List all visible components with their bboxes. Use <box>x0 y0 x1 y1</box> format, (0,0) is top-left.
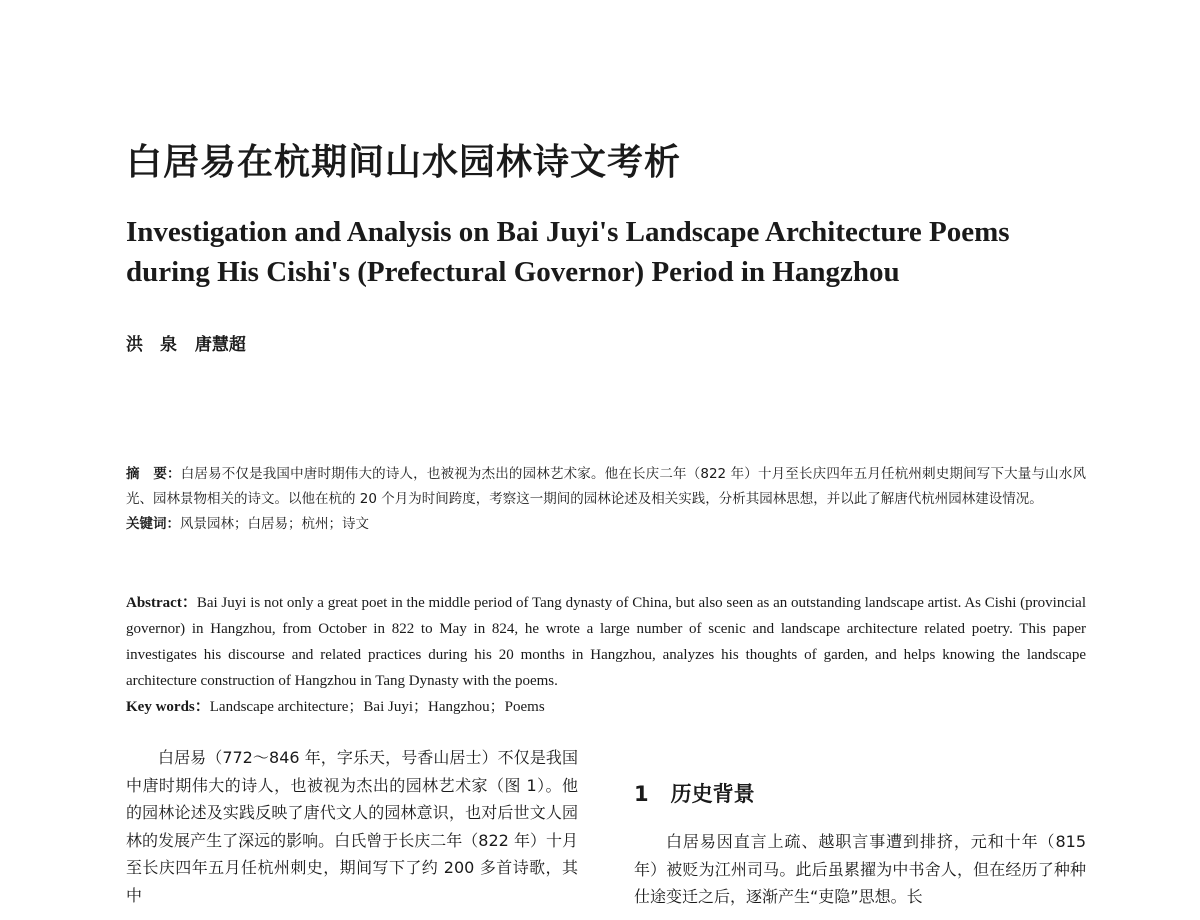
author-2: 唐慧超 <box>194 335 246 355</box>
section-title: 历史背景 <box>670 782 755 806</box>
body-right-column <box>634 828 1086 911</box>
section-heading <box>634 778 755 808</box>
body-right-paragraph: 白居易因直言上疏、越职言事遭到排挤，元和十年（815 年）被贬为江州司马。此后虽累擢为中书舍人，但在经历了种种仕途变迁之后，逐渐产生“吏隐”思想。长 <box>634 832 1086 906</box>
abstract-en-label: Abstract： <box>126 595 197 611</box>
section-number: 1 <box>634 782 649 806</box>
title-en-line-2: during His Cishi's (Prefectural Governor) Period in Hangzhou <box>126 256 900 288</box>
body-left-paragraph: 白居易（772～846 年，字乐天，号香山居士）不仅是我国中唐时期伟大的诗人，也被视为杰出的园林艺术家（图 1）。他的园林论述及实践反映了唐代文人的园林意识，也对后世文人园林的发展产生了深远的影响。白氏曾于长庆二年（822 年）十月至长庆四年五月任杭州刺史，期间写下了约 200 多首诗歌，其中 <box>126 748 578 905</box>
abstract-cn-label: 摘 要： <box>126 466 181 482</box>
title-en-line-1: Investigation and Analysis on Bai Juyi's Landscape Architecture Poems <box>126 216 1010 248</box>
keywords-cn <box>126 512 1086 537</box>
body-left-column <box>126 744 578 909</box>
keywords-en-label: Key words： <box>126 699 210 715</box>
author-1: 洪 泉 <box>126 335 177 355</box>
abstract-cn-paragraph <box>126 462 1086 512</box>
keywords-cn-text: 风景园林；白居易；杭州；诗文 <box>180 516 369 532</box>
abstract-en-text: Bai Juyi is not only a great poet in the middle period of Tang dynasty of China, but also seen as an outstanding landscape artist. As Cishi (provincial governor) in Hangzhou, from October in 822 to May in 824, he wrote a large number of scenic and landscape architecture related poetry. This paper investigates his discourse and related practices during his 20 months in Hangzhou, analyzes his thoughts of garden, and helps knowing the landscape architecture construction of Hangzhou in Tang Dynasty with the poems. <box>126 595 1086 689</box>
keywords-cn-label: 关键词： <box>126 516 180 532</box>
abstract-cn-text: 白居易不仅是我国中唐时期伟大的诗人，也被视为杰出的园林艺术家。他在长庆二年（822 年）十月至长庆四年五月任杭州刺史期间写下大量与山水风光、园林景物相关的诗文。以他在杭的 20 个月为时间跨度，考察这一期间的园林论述及相关实践，分析其园林思想，并以此了解唐代杭州园林建设情况。 <box>126 466 1086 507</box>
keywords-en-text: Landscape architecture；Bai Juyi；Hangzhou；Poems <box>209 699 545 715</box>
author-list <box>126 330 258 355</box>
abstract-cn <box>126 462 1086 537</box>
article-title-en <box>126 212 1086 292</box>
article-title-cn: 白居易在杭期间山水园林诗文考析 <box>126 142 682 183</box>
abstract-en <box>126 590 1086 720</box>
keywords-en <box>126 694 1086 720</box>
abstract-en-paragraph <box>126 590 1086 694</box>
